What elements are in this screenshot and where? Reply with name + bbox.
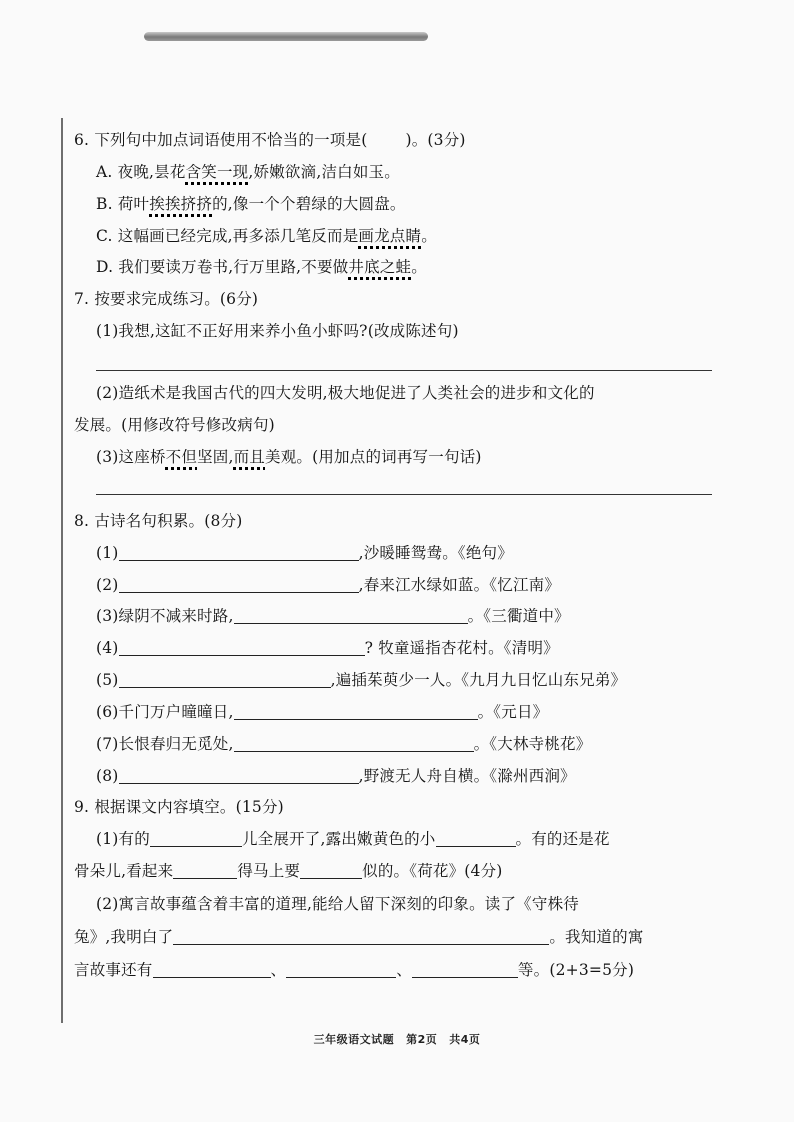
q9-s1-text-a: (1)有的 (96, 830, 150, 848)
q6-d-text: D. 我们要读万卷书,行万里路,不要做 (96, 258, 349, 276)
q9-s2-text-c: 言故事还有 (74, 961, 153, 979)
q9-s1-text-b: 儿全展开了,露出嫩黄色的小 (241, 830, 436, 848)
q9-s1-blank-4[interactable] (300, 863, 362, 879)
q7-item1-answer-line[interactable] (96, 370, 712, 371)
q9-s2-separator-1: 、 (270, 961, 287, 979)
q9-s1-blank-2[interactable] (436, 831, 516, 847)
q8-poem-1 (96, 543, 513, 563)
q9-s1-text-c: 。有的还是花 (515, 830, 610, 848)
q9-item1-line2 (74, 861, 503, 881)
q7-item3 (96, 447, 482, 467)
top-binding-bar (144, 32, 428, 41)
q8-p7-blank[interactable] (234, 736, 474, 752)
q8-p6-blank[interactable] (234, 704, 478, 720)
q8-p3-blank[interactable] (234, 608, 468, 624)
q8-p6-text: (6)千门万户曈曈日, (96, 703, 234, 721)
q8-poem-5 (96, 670, 626, 690)
footer-exam-name: 三年级语文试题 (313, 1033, 395, 1046)
q8-p8-text: ,野渡无人舟自横。《滁州西涧》 (358, 767, 576, 785)
q8-poem-6 (96, 702, 548, 722)
page-footer (0, 1031, 794, 1047)
q6-option-b (96, 194, 406, 214)
q8-p7-text: (7)长恨春归无觅处, (96, 735, 234, 753)
q8-p1-text: ,沙暖睡鸳鸯。《绝句》 (358, 544, 513, 562)
q9-item1-line1 (96, 829, 610, 849)
q6-option-a (96, 162, 400, 182)
left-margin-line (61, 118, 63, 1023)
q6-stem (74, 130, 466, 150)
q9-s2-text-a: 兔》,我明白了 (74, 928, 174, 946)
q9-item2-line2 (74, 927, 644, 947)
q8-p8-num: (8) (96, 767, 119, 785)
q8-p8-blank[interactable] (119, 768, 359, 784)
q9-s1-text-e: 得马上要 (237, 862, 301, 880)
q9-s2-separator-2: 、 (396, 961, 412, 979)
q8-p2-blank[interactable] (119, 577, 359, 593)
q6-b-dotted-word: 挨挨挤挤 (149, 195, 213, 213)
q8-p1-num: (1) (96, 544, 119, 562)
q6-a-dotted-word: 含笑一现 (185, 163, 249, 181)
q9-s2-blank-fable-2[interactable] (286, 962, 396, 978)
q9-s1-blank-1[interactable] (150, 831, 242, 847)
q8-p3-text: (3)绿阴不减来时路, (96, 607, 234, 625)
q9-s2-text-d: 等。(2+3=5分) (517, 961, 635, 979)
q8-poem-3 (96, 606, 570, 626)
q7-item1: (1)我想,这缸不正好用来养小鱼小虾吗?(改成陈述句) (96, 322, 459, 340)
footer-page-number: 第2页 (406, 1033, 438, 1046)
q7-item2-line2: 发展。(用修改符号修改病句) (74, 416, 275, 434)
q8-p4-text: ? 牧童遥指杏花村。《清明》 (364, 639, 559, 657)
q8-p4-blank[interactable] (119, 640, 365, 656)
q8-p3-source: 。《三衢道中》 (467, 607, 570, 625)
q9-s2-blank-lesson[interactable] (173, 929, 549, 945)
q8-p1-blank[interactable] (119, 545, 359, 561)
q9-title: 9. 根据课文内容填空。(15分) (74, 798, 284, 816)
q8-p6-source: 。《元日》 (477, 703, 549, 721)
q8-p2-num: (2) (96, 576, 119, 594)
q7-item3-answer-line[interactable] (96, 494, 712, 495)
q6-b-text-end: 的,像一个个碧绿的大圆盘。 (212, 195, 406, 213)
q7-item3-dotted-word-2: 而且 (233, 448, 265, 466)
q9-s1-text-f: 似的。《荷花》(4分) (362, 862, 503, 880)
q9-item2-line1: (2)寓言故事蕴含着丰富的道理,能给人留下深刻的印象。读了《守株待 (96, 895, 579, 913)
q6-a-text: A. 夜晚,昙花 (96, 163, 186, 181)
q8-p5-num: (5) (96, 671, 119, 689)
q6-c-text-end: 。 (421, 227, 437, 245)
q6-option-d (96, 257, 427, 277)
q8-p5-blank[interactable] (119, 672, 331, 688)
q6-a-text-end: ,娇嫩欲滴,洁白如玉。 (248, 163, 400, 181)
q7-item3-text-end: 美观。(用加点的词再写一句话) (265, 448, 482, 466)
footer-page-total: 共4页 (449, 1033, 481, 1046)
q8-p7-source: 。《大林寺桃花》 (473, 735, 592, 753)
q8-title: 8. 古诗名句积累。(8分) (74, 512, 243, 530)
q8-poem-7 (96, 734, 591, 754)
q8-p2-text: ,春来江水绿如蓝。《忆江南》 (358, 576, 561, 594)
q6-b-text: B. 荷叶 (96, 195, 150, 213)
q6-c-text: C. 这幅画已经完成,再多添几笔反而是 (96, 227, 359, 245)
q9-s2-blank-fable-1[interactable] (153, 962, 271, 978)
q6-stem-score: )。(3分) (405, 131, 466, 149)
q9-s1-text-d: 骨朵儿,看起来 (74, 862, 174, 880)
q8-p4-num: (4) (96, 639, 119, 657)
q7-item2-line1: (2)造纸术是我国古代的四大发明,极大地促进了人类社会的进步和文化的 (96, 384, 595, 402)
q9-s1-blank-3[interactable] (173, 863, 237, 879)
q7-item3-text: (3)这座桥 (96, 448, 166, 466)
q9-s2-text-b: 。我知道的寓 (549, 928, 644, 946)
q7-item3-text-mid: 坚固, (197, 448, 234, 466)
q6-option-c (96, 226, 437, 246)
q6-c-dotted-word: 画龙点睛 (358, 227, 422, 245)
q7-item3-dotted-word-1: 不但 (165, 448, 198, 466)
q9-s2-blank-fable-3[interactable] (412, 962, 518, 978)
q6-stem-text: 6. 下列句中加点词语使用不恰当的一项是( (74, 131, 368, 149)
q7-title: 7. 按要求完成练习。(6分) (74, 290, 259, 308)
q6-d-dotted-word: 井底之蛙 (348, 258, 412, 276)
q9-item2-line3 (74, 960, 634, 980)
q8-poem-4 (96, 638, 559, 658)
q8-p5-text: ,遍插茱萸少一人。《九月九日忆山东兄弟》 (330, 671, 627, 689)
q8-poem-2 (96, 575, 560, 595)
q8-poem-8 (96, 766, 576, 786)
q6-d-text-end: 。 (411, 258, 427, 276)
